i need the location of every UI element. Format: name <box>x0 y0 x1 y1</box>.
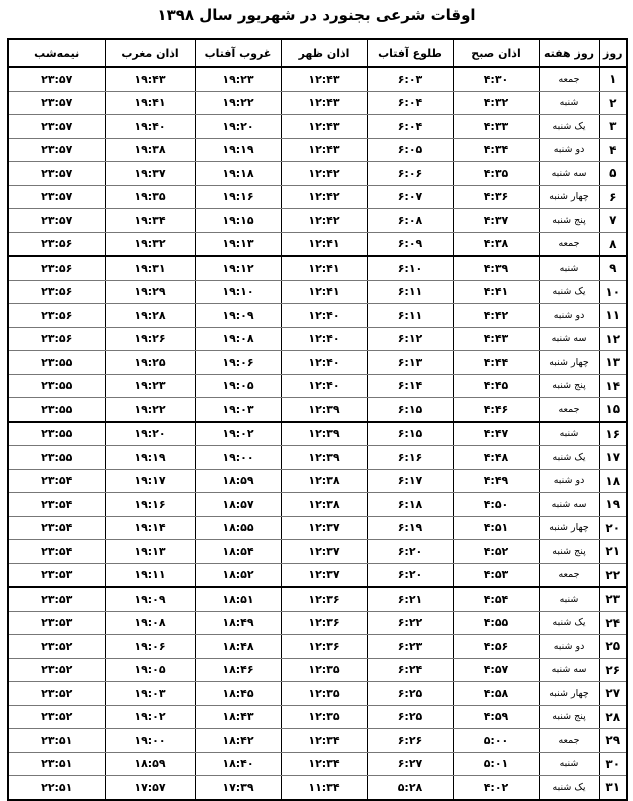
day-number: ۱۳ <box>599 351 627 375</box>
sunrise-time: ۶:۰۹ <box>367 232 453 256</box>
table-row <box>8 232 627 256</box>
midnight-time: ۲۳:۵۵ <box>8 374 105 398</box>
sunset-time: ۱۸:۴۵ <box>195 682 281 706</box>
weekday: چهار شنبه <box>539 351 599 375</box>
sunset-time: ۱۹:۰۶ <box>195 351 281 375</box>
maghrib-time: ۱۹:۴۱ <box>105 91 195 115</box>
weekday: دو شنبه <box>539 304 599 328</box>
fajr-time: ۴:۴۳ <box>453 327 539 351</box>
sunrise-time: ۶:۰۵ <box>367 138 453 162</box>
fajr-time: ۴:۴۸ <box>453 446 539 470</box>
midnight-time: ۲۳:۵۷ <box>8 115 105 139</box>
fajr-time: ۴:۴۱ <box>453 280 539 304</box>
weekday: دو شنبه <box>539 469 599 493</box>
dhuhr-time: ۱۲:۳۵ <box>281 705 367 729</box>
day-number: ۲۲ <box>599 563 627 587</box>
sunset-time: ۱۸:۴۹ <box>195 611 281 635</box>
sunrise-time: ۶:۰۶ <box>367 162 453 186</box>
day-number: ۲۱ <box>599 540 627 564</box>
day-number: ۲۴ <box>599 611 627 635</box>
sunrise-time: ۶:۱۷ <box>367 469 453 493</box>
sunset-time: ۱۸:۴۸ <box>195 635 281 659</box>
maghrib-time: ۱۹:۳۵ <box>105 185 195 209</box>
midnight-time: ۲۳:۵۲ <box>8 705 105 729</box>
day-number: ۶ <box>599 185 627 209</box>
dhuhr-time: ۱۲:۳۸ <box>281 469 367 493</box>
table-row <box>8 611 627 635</box>
dhuhr-time: ۱۲:۴۰ <box>281 374 367 398</box>
day-number: ۲ <box>599 91 627 115</box>
maghrib-time: ۱۹:۲۵ <box>105 351 195 375</box>
day-number: ۱۹ <box>599 493 627 517</box>
weekday: جمعه <box>539 563 599 587</box>
dhuhr-time: ۱۲:۴۰ <box>281 327 367 351</box>
sunset-time: ۱۹:۱۰ <box>195 280 281 304</box>
maghrib-time: ۱۹:۲۶ <box>105 327 195 351</box>
day-number: ۲۵ <box>599 635 627 659</box>
day-number: ۱۵ <box>599 398 627 422</box>
header-weekday: روز هفته <box>539 39 599 67</box>
maghrib-time: ۱۹:۲۹ <box>105 280 195 304</box>
table-row <box>8 752 627 776</box>
sunset-time: ۱۹:۰۰ <box>195 446 281 470</box>
table-row <box>8 658 627 682</box>
maghrib-time: ۱۹:۱۹ <box>105 446 195 470</box>
fajr-time: ۴:۳۶ <box>453 185 539 209</box>
day-number: ۲۷ <box>599 682 627 706</box>
sunrise-time: ۶:۲۱ <box>367 587 453 611</box>
weekday: چهار شنبه <box>539 682 599 706</box>
maghrib-time: ۱۹:۳۷ <box>105 162 195 186</box>
weekday: جمعه <box>539 398 599 422</box>
sunrise-time: ۵:۲۸ <box>367 776 453 800</box>
weekday: سه شنبه <box>539 658 599 682</box>
fajr-time: ۴:۳۰ <box>453 67 539 91</box>
maghrib-time: ۱۹:۱۳ <box>105 540 195 564</box>
sunrise-time: ۶:۱۵ <box>367 422 453 446</box>
day-number: ۳ <box>599 115 627 139</box>
maghrib-time: ۱۹:۳۴ <box>105 209 195 233</box>
midnight-time: ۲۳:۵۷ <box>8 138 105 162</box>
sunset-time: ۱۸:۴۶ <box>195 658 281 682</box>
fajr-time: ۴:۵۳ <box>453 563 539 587</box>
weekday: پنج شنبه <box>539 209 599 233</box>
sunset-time: ۱۹:۰۵ <box>195 374 281 398</box>
table-row <box>8 587 627 611</box>
sunset-time: ۱۹:۱۵ <box>195 209 281 233</box>
dhuhr-time: ۱۲:۳۶ <box>281 587 367 611</box>
weekday: یک شنبه <box>539 446 599 470</box>
weekday: چهار شنبه <box>539 185 599 209</box>
maghrib-time: ۱۹:۲۲ <box>105 398 195 422</box>
table-row <box>8 256 627 280</box>
midnight-time: ۲۳:۵۴ <box>8 493 105 517</box>
fajr-time: ۴:۳۲ <box>453 91 539 115</box>
sunset-time: ۱۹:۰۹ <box>195 304 281 328</box>
sunset-time: ۱۸:۵۵ <box>195 516 281 540</box>
weekday: پنج شنبه <box>539 540 599 564</box>
sunset-time: ۱۹:۱۹ <box>195 138 281 162</box>
midnight-time: ۲۳:۵۳ <box>8 587 105 611</box>
maghrib-time: ۱۹:۱۶ <box>105 493 195 517</box>
day-number: ۱ <box>599 67 627 91</box>
maghrib-time: ۱۷:۵۷ <box>105 776 195 800</box>
fajr-time: ۴:۴۷ <box>453 422 539 446</box>
sunset-time: ۱۹:۲۰ <box>195 115 281 139</box>
table-row <box>8 67 627 91</box>
sunrise-time: ۶:۰۷ <box>367 185 453 209</box>
dhuhr-time: ۱۲:۴۲ <box>281 209 367 233</box>
fajr-time: ۵:۰۱ <box>453 752 539 776</box>
day-number: ۵ <box>599 162 627 186</box>
fajr-time: ۴:۳۴ <box>453 138 539 162</box>
fajr-time: ۴:۳۹ <box>453 256 539 280</box>
sunrise-time: ۶:۲۰ <box>367 540 453 564</box>
maghrib-time: ۱۹:۳۸ <box>105 138 195 162</box>
table-row <box>8 374 627 398</box>
weekday: دو شنبه <box>539 635 599 659</box>
dhuhr-time: ۱۲:۳۶ <box>281 611 367 635</box>
fajr-time: ۴:۵۲ <box>453 540 539 564</box>
day-number: ۷ <box>599 209 627 233</box>
fajr-time: ۴:۴۶ <box>453 398 539 422</box>
midnight-time: ۲۳:۵۶ <box>8 327 105 351</box>
fajr-time: ۴:۵۹ <box>453 705 539 729</box>
sunrise-time: ۶:۰۳ <box>367 67 453 91</box>
weekday: شنبه <box>539 422 599 446</box>
midnight-time: ۲۲:۵۱ <box>8 776 105 800</box>
sunset-time: ۱۸:۵۹ <box>195 469 281 493</box>
weekday: یک شنبه <box>539 611 599 635</box>
table-row <box>8 138 627 162</box>
table-row <box>8 635 627 659</box>
fajr-time: ۴:۴۵ <box>453 374 539 398</box>
fajr-time: ۴:۵۵ <box>453 611 539 635</box>
table-row <box>8 91 627 115</box>
header-dhuhr: اذان ظهر <box>281 39 367 67</box>
header-maghrib: اذان مغرب <box>105 39 195 67</box>
midnight-time: ۲۳:۵۷ <box>8 209 105 233</box>
maghrib-time: ۱۹:۳۲ <box>105 232 195 256</box>
maghrib-time: ۱۹:۴۳ <box>105 67 195 91</box>
header-midnight: نیمه‌شب <box>8 39 105 67</box>
table-row <box>8 705 627 729</box>
sunrise-time: ۶:۲۶ <box>367 729 453 753</box>
fajr-time: ۴:۵۸ <box>453 682 539 706</box>
page-title: اوقات شرعی بجنورد در شهریور سال ۱۳۹۸ <box>157 6 476 24</box>
fajr-time: ۴:۳۳ <box>453 115 539 139</box>
sunset-time: ۱۹:۲۲ <box>195 91 281 115</box>
day-number: ۲۳ <box>599 587 627 611</box>
day-number: ۳۱ <box>599 776 627 800</box>
prayer-times-table <box>7 38 628 801</box>
dhuhr-time: ۱۲:۳۷ <box>281 516 367 540</box>
sunrise-time: ۶:۰۴ <box>367 115 453 139</box>
dhuhr-time: ۱۲:۴۲ <box>281 162 367 186</box>
table-row <box>8 563 627 587</box>
weekday: شنبه <box>539 752 599 776</box>
weekday: شنبه <box>539 587 599 611</box>
midnight-time: ۲۳:۵۶ <box>8 256 105 280</box>
day-number: ۱۱ <box>599 304 627 328</box>
table-row <box>8 115 627 139</box>
weekday: جمعه <box>539 67 599 91</box>
maghrib-time: ۱۹:۱۷ <box>105 469 195 493</box>
header-sunrise: طلوع آفتاب <box>367 39 453 67</box>
dhuhr-time: ۱۲:۳۹ <box>281 446 367 470</box>
dhuhr-time: ۱۲:۴۲ <box>281 185 367 209</box>
weekday: سه شنبه <box>539 327 599 351</box>
midnight-time: ۲۳:۵۶ <box>8 232 105 256</box>
fajr-time: ۴:۵۴ <box>453 587 539 611</box>
sunset-time: ۱۹:۰۸ <box>195 327 281 351</box>
table-row <box>8 540 627 564</box>
table-row <box>8 493 627 517</box>
day-number: ۱۶ <box>599 422 627 446</box>
dhuhr-time: ۱۲:۴۳ <box>281 115 367 139</box>
midnight-time: ۲۳:۵۱ <box>8 752 105 776</box>
fajr-time: ۴:۵۷ <box>453 658 539 682</box>
sunrise-time: ۶:۱۰ <box>367 256 453 280</box>
midnight-time: ۲۳:۵۲ <box>8 682 105 706</box>
dhuhr-time: ۱۲:۴۰ <box>281 304 367 328</box>
sunrise-time: ۶:۲۲ <box>367 611 453 635</box>
dhuhr-time: ۱۲:۳۹ <box>281 422 367 446</box>
fajr-time: ۴:۳۵ <box>453 162 539 186</box>
dhuhr-time: ۱۲:۳۴ <box>281 729 367 753</box>
weekday: دو شنبه <box>539 138 599 162</box>
day-number: ۱۴ <box>599 374 627 398</box>
sunset-time: ۱۷:۳۹ <box>195 776 281 800</box>
sunset-time: ۱۸:۵۷ <box>195 493 281 517</box>
midnight-time: ۲۳:۵۶ <box>8 304 105 328</box>
midnight-time: ۲۳:۵۳ <box>8 611 105 635</box>
fajr-time: ۴:۵۰ <box>453 493 539 517</box>
dhuhr-time: ۱۲:۴۳ <box>281 67 367 91</box>
maghrib-time: ۱۹:۲۰ <box>105 422 195 446</box>
dhuhr-time: ۱۲:۳۴ <box>281 752 367 776</box>
midnight-time: ۲۳:۵۵ <box>8 446 105 470</box>
table-row <box>8 327 627 351</box>
fajr-time: ۴:۳۷ <box>453 209 539 233</box>
table-row <box>8 209 627 233</box>
sunrise-time: ۶:۲۰ <box>367 563 453 587</box>
table-row <box>8 729 627 753</box>
maghrib-time: ۱۹:۲۳ <box>105 374 195 398</box>
dhuhr-time: ۱۲:۳۷ <box>281 540 367 564</box>
maghrib-time: ۱۹:۰۹ <box>105 587 195 611</box>
dhuhr-time: ۱۲:۴۱ <box>281 280 367 304</box>
weekday: چهار شنبه <box>539 516 599 540</box>
table-row <box>8 280 627 304</box>
dhuhr-time: ۱۲:۳۵ <box>281 658 367 682</box>
sunrise-time: ۶:۰۸ <box>367 209 453 233</box>
day-number: ۲۰ <box>599 516 627 540</box>
maghrib-time: ۱۹:۳۱ <box>105 256 195 280</box>
weekday: یک شنبه <box>539 280 599 304</box>
day-number: ۱۰ <box>599 280 627 304</box>
midnight-time: ۲۳:۵۵ <box>8 422 105 446</box>
weekday: سه شنبه <box>539 493 599 517</box>
day-number: ۱۸ <box>599 469 627 493</box>
dhuhr-time: ۱۲:۳۸ <box>281 493 367 517</box>
day-number: ۱۲ <box>599 327 627 351</box>
day-number: ۸ <box>599 232 627 256</box>
dhuhr-time: ۱۲:۴۳ <box>281 91 367 115</box>
dhuhr-time: ۱۲:۳۶ <box>281 635 367 659</box>
sunset-time: ۱۹:۱۳ <box>195 232 281 256</box>
sunrise-time: ۶:۰۴ <box>367 91 453 115</box>
table-row <box>8 185 627 209</box>
day-number: ۲۸ <box>599 705 627 729</box>
fajr-time: ۵:۰۰ <box>453 729 539 753</box>
midnight-time: ۲۳:۵۳ <box>8 563 105 587</box>
header-sunset: غروب آفتاب <box>195 39 281 67</box>
day-number: ۳۰ <box>599 752 627 776</box>
sunset-time: ۱۸:۵۴ <box>195 540 281 564</box>
sunset-time: ۱۹:۱۲ <box>195 256 281 280</box>
sunrise-time: ۶:۱۱ <box>367 304 453 328</box>
midnight-time: ۲۳:۵۲ <box>8 658 105 682</box>
day-number: ۲۶ <box>599 658 627 682</box>
sunrise-time: ۶:۱۴ <box>367 374 453 398</box>
sunrise-time: ۶:۲۵ <box>367 705 453 729</box>
maghrib-time: ۱۹:۰۵ <box>105 658 195 682</box>
weekday: یک شنبه <box>539 776 599 800</box>
table-row <box>8 446 627 470</box>
header-day: روز <box>599 39 627 67</box>
dhuhr-time: ۱۲:۴۱ <box>281 232 367 256</box>
dhuhr-time: ۱۲:۴۱ <box>281 256 367 280</box>
fajr-time: ۴:۴۹ <box>453 469 539 493</box>
table-row <box>8 422 627 446</box>
maghrib-time: ۱۸:۵۹ <box>105 752 195 776</box>
fajr-time: ۴:۵۱ <box>453 516 539 540</box>
table-header-row <box>8 39 627 67</box>
maghrib-time: ۱۹:۲۸ <box>105 304 195 328</box>
sunrise-time: ۶:۲۴ <box>367 658 453 682</box>
table-row <box>8 398 627 422</box>
sunset-time: ۱۸:۵۲ <box>195 563 281 587</box>
table-row <box>8 351 627 375</box>
sunrise-time: ۶:۲۳ <box>367 635 453 659</box>
maghrib-time: ۱۹:۱۱ <box>105 563 195 587</box>
midnight-time: ۲۳:۵۷ <box>8 91 105 115</box>
dhuhr-time: ۱۲:۳۹ <box>281 398 367 422</box>
sunrise-time: ۶:۱۲ <box>367 327 453 351</box>
sunset-time: ۱۹:۲۳ <box>195 67 281 91</box>
table-row <box>8 469 627 493</box>
fajr-time: ۴:۳۸ <box>453 232 539 256</box>
maghrib-time: ۱۹:۰۶ <box>105 635 195 659</box>
weekday: سه شنبه <box>539 162 599 186</box>
weekday: جمعه <box>539 729 599 753</box>
weekday: یک شنبه <box>539 115 599 139</box>
table-row <box>8 776 627 800</box>
sunset-time: ۱۹:۰۲ <box>195 422 281 446</box>
sunrise-time: ۶:۱۵ <box>367 398 453 422</box>
dhuhr-time: ۱۱:۳۴ <box>281 776 367 800</box>
dhuhr-time: ۱۲:۳۷ <box>281 563 367 587</box>
sunrise-time: ۶:۱۹ <box>367 516 453 540</box>
fajr-time: ۴:۴۴ <box>453 351 539 375</box>
sunset-time: ۱۹:۰۳ <box>195 398 281 422</box>
table-row <box>8 304 627 328</box>
midnight-time: ۲۳:۵۴ <box>8 469 105 493</box>
midnight-time: ۲۳:۵۴ <box>8 540 105 564</box>
midnight-time: ۲۳:۵۲ <box>8 635 105 659</box>
sunrise-time: ۶:۱۳ <box>367 351 453 375</box>
fajr-time: ۴:۵۶ <box>453 635 539 659</box>
day-number: ۴ <box>599 138 627 162</box>
maghrib-time: ۱۹:۰۳ <box>105 682 195 706</box>
table-row <box>8 682 627 706</box>
dhuhr-time: ۱۲:۴۳ <box>281 138 367 162</box>
sunrise-time: ۶:۱۶ <box>367 446 453 470</box>
dhuhr-time: ۱۲:۴۰ <box>281 351 367 375</box>
weekday: شنبه <box>539 91 599 115</box>
maghrib-time: ۱۹:۰۸ <box>105 611 195 635</box>
midnight-time: ۲۳:۵۶ <box>8 280 105 304</box>
midnight-time: ۲۳:۵۱ <box>8 729 105 753</box>
sunrise-time: ۶:۱۸ <box>367 493 453 517</box>
midnight-time: ۲۳:۵۵ <box>8 351 105 375</box>
maghrib-time: ۱۹:۱۴ <box>105 516 195 540</box>
sunset-time: ۱۹:۱۸ <box>195 162 281 186</box>
fajr-time: ۴:۰۲ <box>453 776 539 800</box>
sunset-time: ۱۸:۴۰ <box>195 752 281 776</box>
weekday: پنج شنبه <box>539 705 599 729</box>
sunset-time: ۱۸:۴۲ <box>195 729 281 753</box>
midnight-time: ۲۳:۵۷ <box>8 67 105 91</box>
maghrib-time: ۱۹:۰۰ <box>105 729 195 753</box>
dhuhr-time: ۱۲:۳۵ <box>281 682 367 706</box>
maghrib-time: ۱۹:۴۰ <box>105 115 195 139</box>
weekday: شنبه <box>539 256 599 280</box>
sunset-time: ۱۹:۱۶ <box>195 185 281 209</box>
header-fajr: اذان صبح <box>453 39 539 67</box>
midnight-time: ۲۳:۵۴ <box>8 516 105 540</box>
midnight-time: ۲۳:۵۵ <box>8 398 105 422</box>
midnight-time: ۲۳:۵۷ <box>8 185 105 209</box>
sunrise-time: ۶:۲۵ <box>367 682 453 706</box>
table-row <box>8 516 627 540</box>
sunset-time: ۱۸:۴۳ <box>195 705 281 729</box>
weekday: جمعه <box>539 232 599 256</box>
table-row <box>8 162 627 186</box>
maghrib-time: ۱۹:۰۲ <box>105 705 195 729</box>
day-number: ۹ <box>599 256 627 280</box>
fajr-time: ۴:۴۲ <box>453 304 539 328</box>
sunset-time: ۱۸:۵۱ <box>195 587 281 611</box>
weekday: پنج شنبه <box>539 374 599 398</box>
midnight-time: ۲۳:۵۷ <box>8 162 105 186</box>
sunrise-time: ۶:۲۷ <box>367 752 453 776</box>
day-number: ۱۷ <box>599 446 627 470</box>
day-number: ۲۹ <box>599 729 627 753</box>
sunrise-time: ۶:۱۱ <box>367 280 453 304</box>
